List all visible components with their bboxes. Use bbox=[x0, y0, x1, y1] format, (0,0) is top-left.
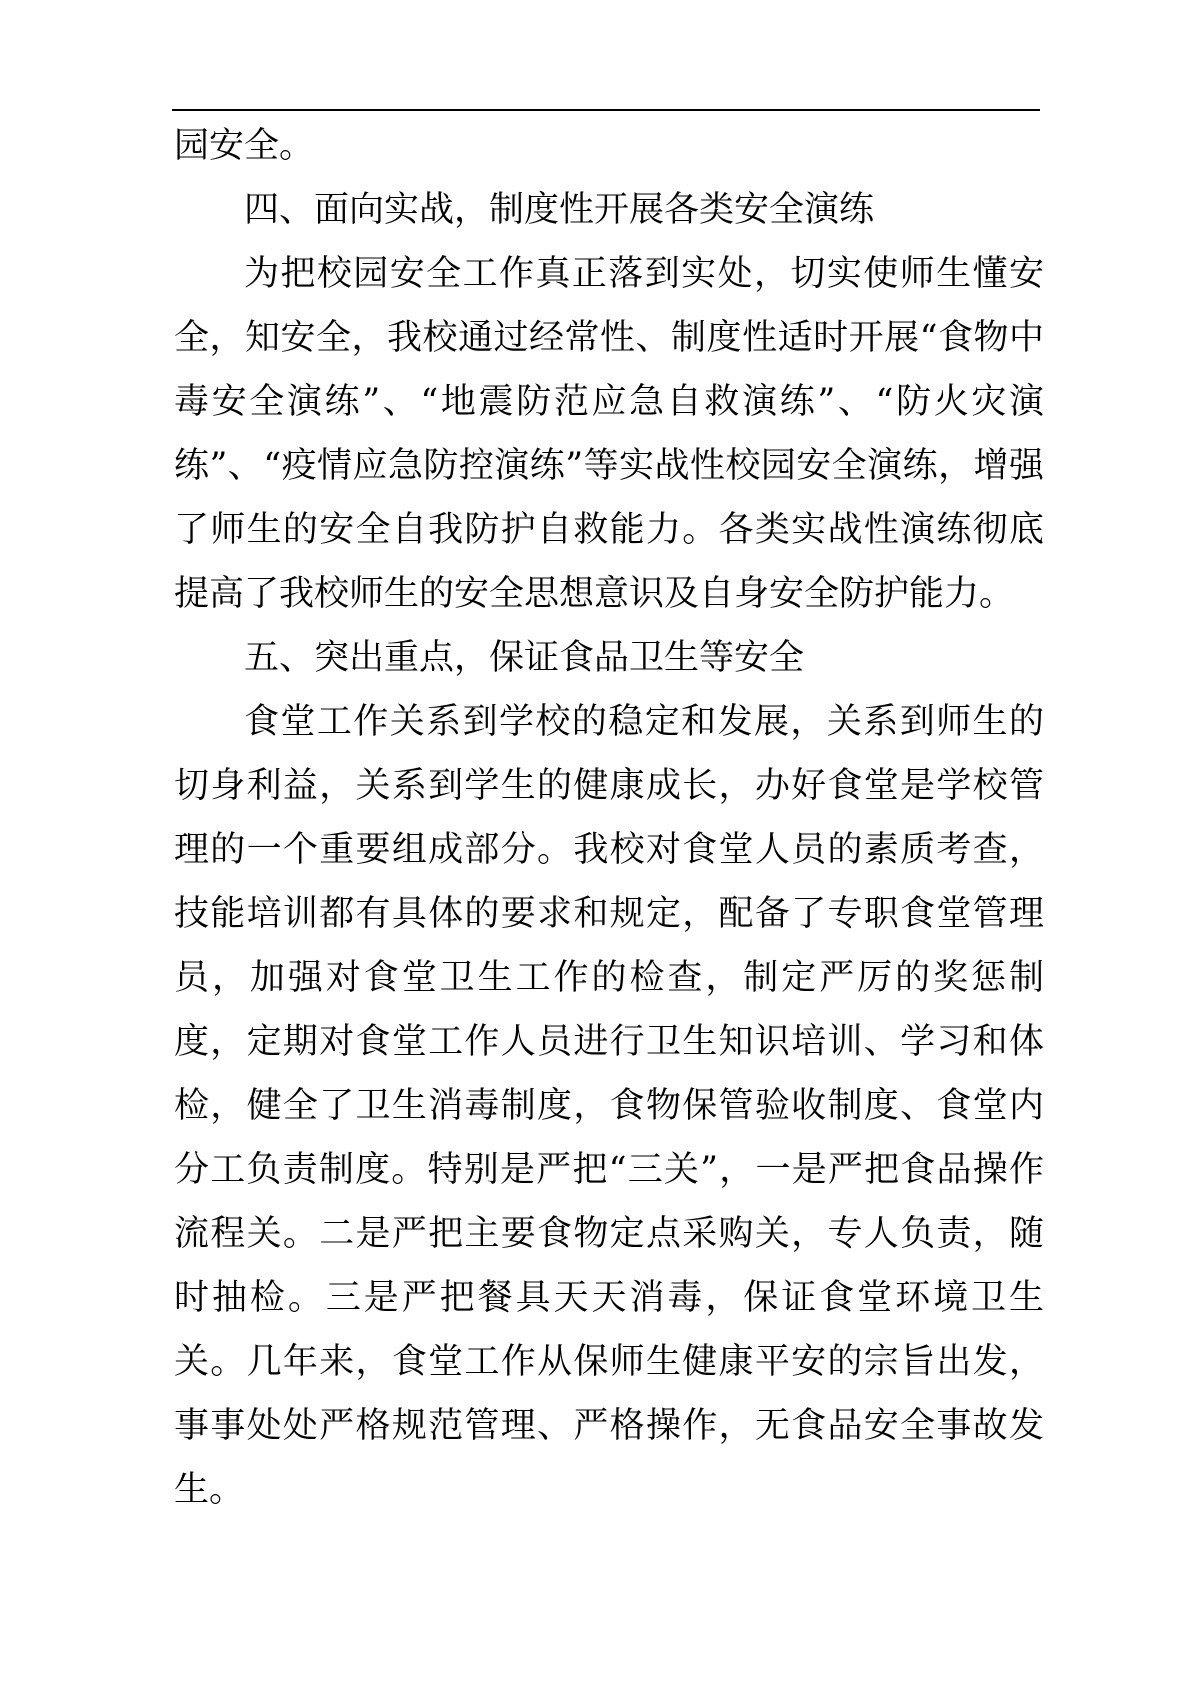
section-heading-5: 五、突出重点，保证食品卫生等安全 bbox=[244, 638, 805, 678]
document-body bbox=[174, 114, 1044, 1522]
header-rule bbox=[172, 109, 1040, 111]
paragraph-continuation: 园安全。 bbox=[174, 126, 315, 166]
section-heading-4: 四、面向实战，制度性开展各类安全演练 bbox=[244, 190, 875, 230]
paragraph-safety-drills: 为把校园安全工作真正落到实处，切实使师生懂安全，知安全，我校通过经常性、制度性适时开展“食物中毒安全演练”、“地震防范应急自救演练”、“防火灾演练”、“疫情应急防控演练”等实战性校园安全演练，增强了师生的安全自我防护自救能力。各类实战性演练彻底提高了我校师生的安全思想意识及自身安全防护能力。 bbox=[174, 254, 1044, 614]
paragraph-food-safety: 食堂工作关系到学校的稳定和发展，关系到师生的切身利益，关系到学生的健康成长，办好食堂是学校管理的一个重要组成部分。我校对食堂人员的素质考查，技能培训都有具体的要求和规定，配备了专职食堂管理员，加强对食堂卫生工作的检查，制定严厉的奖惩制度，定期对食堂工作人员进行卫生知识培训、学习和体检，健全了卫生消毒制度，食物保管验收制度、食堂内分工负责制度。特别是严把“三关”，一是严把食品操作流程关。二是严把主要食物定点采购关，专人负责，随时抽检。三是严把餐具天天消毒，保证食堂环境卫生关。几年来，食堂工作从保师生健康平安的宗旨出发，事事处处严格规范管理、严格操作，无食品安全事故发生。 bbox=[174, 702, 1044, 1510]
